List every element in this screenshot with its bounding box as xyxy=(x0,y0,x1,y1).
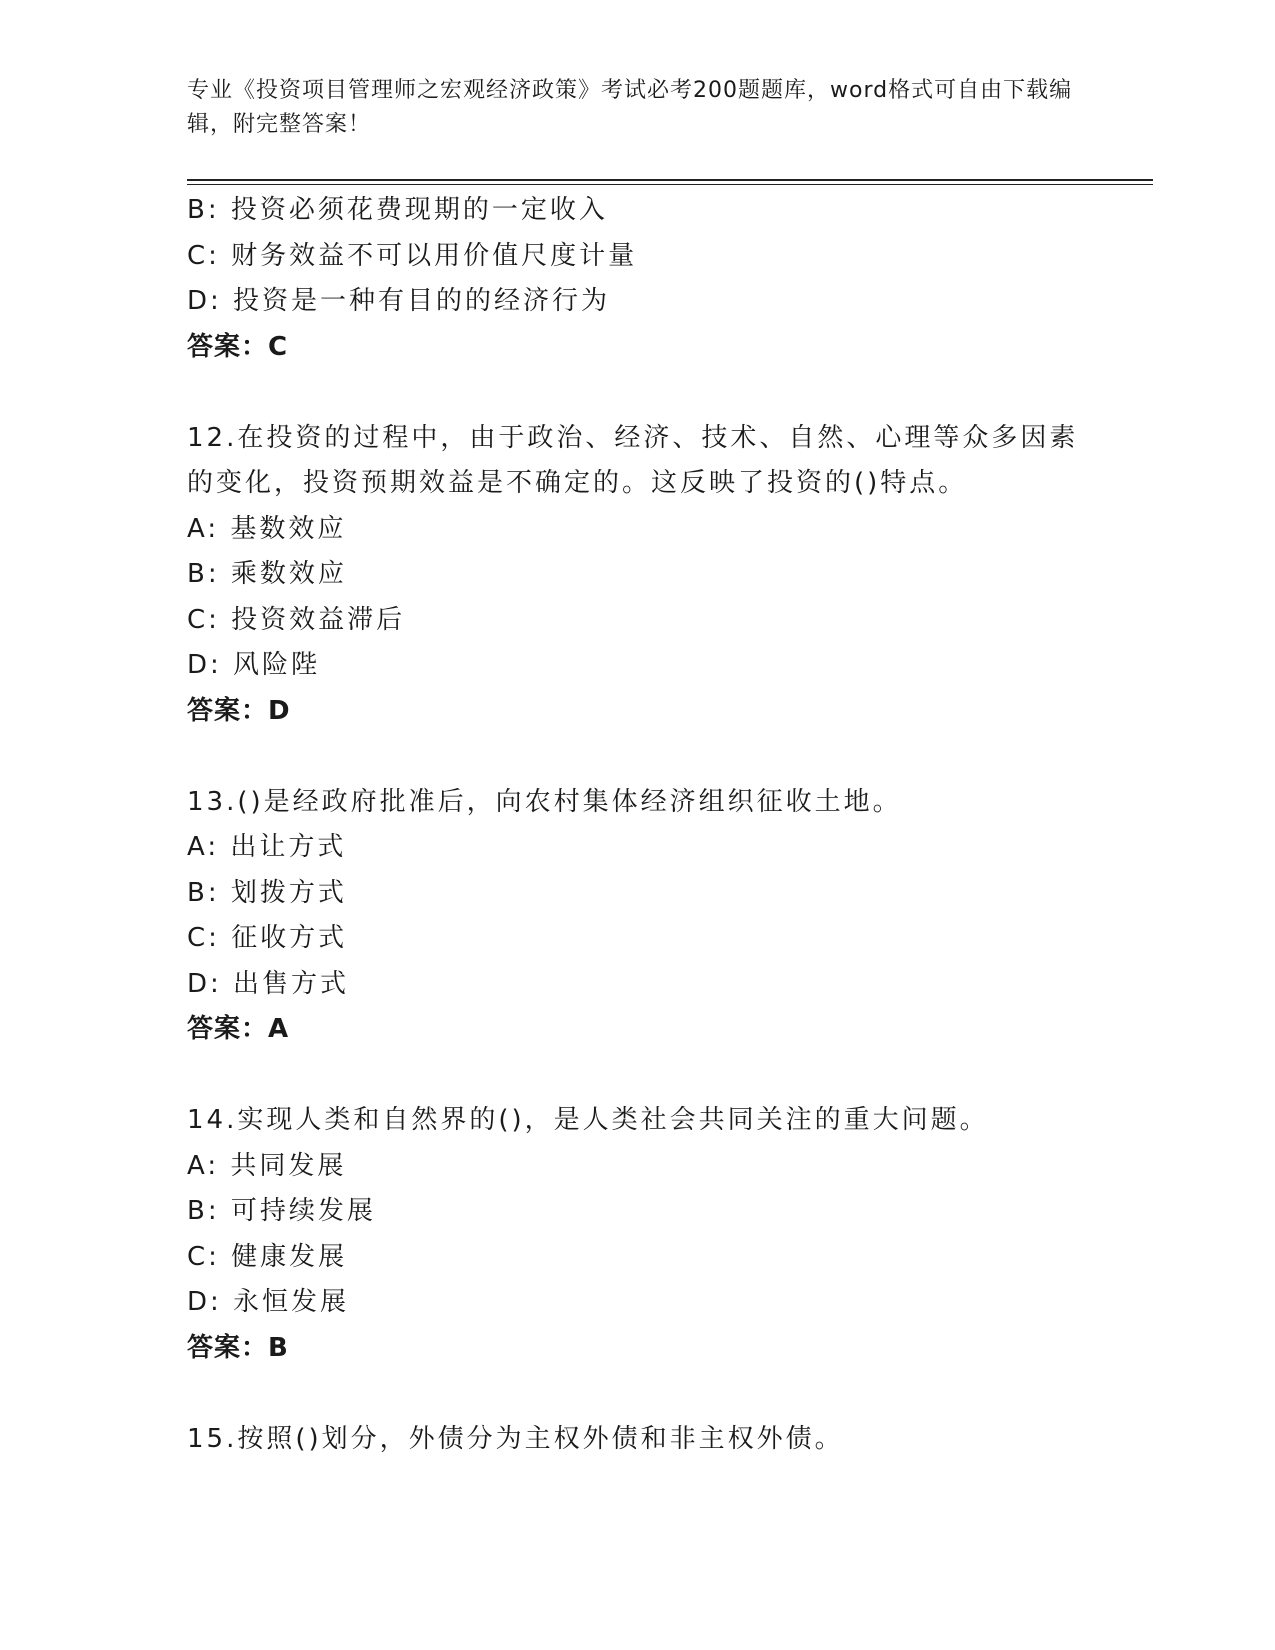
option-b: B: 投资必须花费现期的一定收入 xyxy=(187,195,608,225)
option-b: B: 可持续发展 xyxy=(187,1196,376,1226)
option-b: B: 乘数效应 xyxy=(187,559,347,589)
option-d: D: 风险陛 xyxy=(187,650,321,680)
option-c: C: 财务效益不可以用价值尺度计量 xyxy=(187,240,638,271)
option-d: D: 投资是一种有目的的经济行为 xyxy=(187,286,611,316)
answer-line: 答案：B xyxy=(187,1332,289,1363)
question-text: 13.()是经政府批准后，向农村集体经济组织征收土地。 xyxy=(187,786,902,817)
question-text: 12.在投资的过程中，由于政治、经济、技术、自然、心理等众多因素的变化，投资预期效益是不确定的。这反映了投资的()特点。 xyxy=(187,422,1079,498)
question-13 xyxy=(187,780,1087,1053)
option-a: A: 出让方式 xyxy=(187,832,347,862)
option-c: C: 投资效益滞后 xyxy=(187,604,406,635)
option-d: D: 出售方式 xyxy=(187,968,350,999)
answer-line: 答案：A xyxy=(187,1014,290,1044)
question-12 xyxy=(187,416,1087,735)
header-rule-thick xyxy=(187,179,1153,181)
option-c: C: 征收方式 xyxy=(187,923,348,953)
option-a: A: 基数效应 xyxy=(187,513,347,544)
option-a: A: 共同发展 xyxy=(187,1150,347,1181)
question-list xyxy=(187,188,1087,1462)
question-text: 14.实现人类和自然界的()，是人类社会共同关注的重大问题。 xyxy=(187,1105,989,1135)
answer-line: 答案：C xyxy=(187,331,289,362)
previous-question-tail xyxy=(187,188,1087,370)
header-rule-thin xyxy=(187,184,1153,185)
option-c: C: 健康发展 xyxy=(187,1241,348,1272)
question-15 xyxy=(187,1417,1087,1463)
question-14 xyxy=(187,1098,1087,1371)
document-header: 专业《投资项目管理师之宏观经济政策》考试必考200题题库，word格式可自由下载编辑，附完整答案！ xyxy=(187,78,1073,137)
option-b: B: 划拨方式 xyxy=(187,877,347,908)
option-d: D: 永恒发展 xyxy=(187,1287,350,1317)
question-text: 15.按照()划分，外债分为主权外债和非主权外债。 xyxy=(187,1423,844,1454)
answer-line: 答案：D xyxy=(187,695,291,726)
